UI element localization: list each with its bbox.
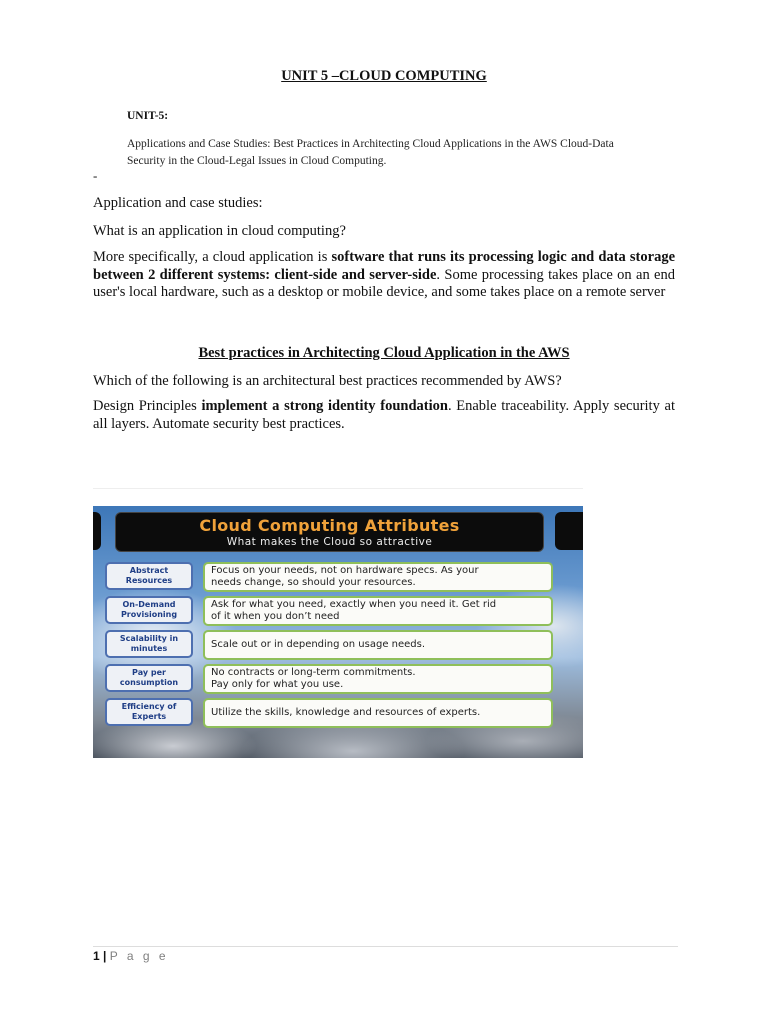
p5-text-pre: Design Principles [93, 398, 202, 414]
cloud-attributes-infographic [93, 506, 583, 758]
attribute-label-line-2: Provisioning [120, 610, 178, 619]
dash-marker: - [93, 168, 98, 183]
infographic-left-tab [93, 512, 101, 550]
attribute-row-on-demand-provisioning [105, 596, 555, 624]
paragraph-application-case-studies: Application and case studies: [93, 195, 263, 211]
attribute-label [105, 630, 193, 658]
paragraph-cloud-application-definition [93, 249, 675, 302]
attribute-description-line-2: needs change, so should your resources. [211, 577, 416, 588]
attribute-description-line-1: No contracts or long-term commitments. [211, 667, 416, 678]
p5-text-bold: implement a strong identity foundation [201, 398, 448, 414]
attribute-label-line-1: On-Demand [122, 600, 176, 609]
attribute-row-efficiency-of-experts [105, 698, 555, 726]
attribute-label [105, 664, 193, 692]
p3-text-bold: software that runs its processing logic and data storage between 2 different systems: client-side and server-side [93, 249, 676, 283]
attribute-label [105, 562, 193, 590]
paragraph-aws-question: Which of the following is an architectural best practices recommended by AWS? [93, 373, 562, 389]
attribute-label [105, 698, 193, 726]
attribute-label-line-2: minutes [130, 644, 168, 653]
infographic-subtitle: What makes the Cloud so attractive [226, 536, 433, 548]
footer-divider [93, 946, 678, 947]
attribute-description [203, 596, 553, 626]
attribute-label-line-1: Abstract [129, 566, 169, 575]
footer-separator: | [103, 949, 107, 963]
attribute-description-line-2: of it when you don’t need [211, 611, 340, 622]
page-number: 1 [93, 949, 100, 963]
p3-text-pre: More specifically, a cloud application is [93, 249, 332, 265]
section-heading-best-practices: Best practices in Architecting Cloud Application in the AWS [198, 345, 570, 361]
paragraph-design-principles [93, 398, 675, 433]
p3-text-post: . Some processing takes place on an end user's local hardware, such as a desktop or mobile device, and some takes place on a remote server [93, 266, 675, 300]
attribute-description-line-2: Pay only for what you use. [211, 679, 344, 690]
unit-description [127, 136, 647, 170]
attribute-label-line-1: Pay per [132, 668, 166, 677]
attribute-label-line-2: consumption [119, 678, 179, 687]
attribute-description-line-1: Ask for what you need, exactly when you need it. Get rid [211, 599, 497, 610]
attribute-description-line-1: Utilize the skills, knowledge and resources of experts. [211, 707, 481, 718]
image-top-divider [93, 488, 583, 489]
attribute-description-line-1: Scale out or in depending on usage needs. [211, 639, 426, 650]
attribute-label-line-1: Efficiency of [121, 702, 177, 711]
unit-syllabus-box [127, 110, 647, 170]
unit-label: UNIT-5: [127, 110, 169, 122]
page-title: UNIT 5 –CLOUD COMPUTING [281, 68, 487, 84]
page-footer [93, 949, 169, 963]
attribute-description [203, 562, 553, 592]
attribute-row-pay-per-consumption [105, 664, 555, 692]
attribute-label-line-2: Experts [131, 712, 167, 721]
attribute-label [105, 596, 193, 624]
unit-description-line-2: Security in the Cloud-Legal Issues in Cloud Computing. [127, 155, 387, 167]
attribute-label-line-1: Scalability in [119, 634, 179, 643]
p5-text-post: . Enable traceability. Apply security at all layers. Automate security best practices. [93, 398, 675, 432]
page-word: P a g e [109, 949, 169, 963]
attribute-description-line-1: Focus on your needs, not on hardware specs. As your [211, 565, 479, 576]
attribute-description [203, 664, 553, 694]
attribute-description [203, 698, 553, 728]
infographic-header [115, 512, 544, 552]
attribute-row-scalability [105, 630, 555, 658]
attribute-description [203, 630, 553, 660]
attribute-row-abstract-resources [105, 562, 555, 590]
paragraph-question: What is an application in cloud computing? [93, 223, 346, 239]
attribute-label-line-2: Resources [125, 576, 173, 585]
infographic-title: Cloud Computing Attributes [199, 516, 460, 535]
unit-description-line-1: Applications and Case Studies: Best Practices in Architecting Cloud Applications in the AWS Cloud-Data [127, 138, 614, 150]
infographic-right-tab [555, 512, 583, 550]
